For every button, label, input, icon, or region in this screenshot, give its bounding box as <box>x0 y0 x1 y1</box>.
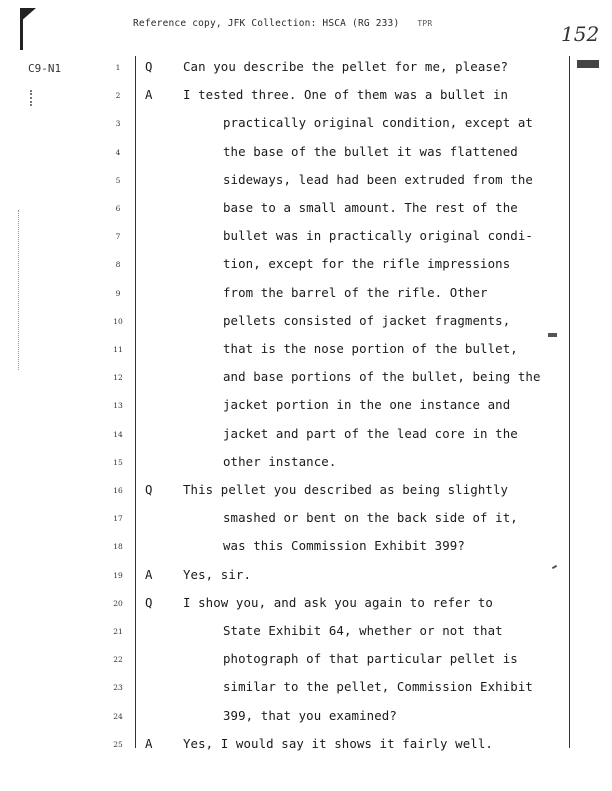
transcript-line <box>0 454 612 474</box>
speaker-label: A <box>145 566 153 582</box>
page-number: 152 <box>561 22 600 46</box>
line-number: 15 <box>113 457 123 467</box>
line-number: 22 <box>113 655 123 665</box>
line-number: 3 <box>115 119 121 129</box>
transcript-line <box>0 115 612 135</box>
line-text: pellets consisted of jacket fragments, <box>223 312 511 328</box>
line-text: State Exhibit 64, whether or not that <box>223 623 503 638</box>
transcript-line <box>0 426 612 446</box>
line-text: Yes, I would say it shows it fairly well. <box>183 735 493 751</box>
transcript-line <box>0 567 612 587</box>
line-text: similar to the pellet, Commission Exhibit <box>223 679 533 695</box>
line-text: Can you describe the pellet for me, please? <box>183 59 509 74</box>
line-text: This pellet you described as being slightly <box>183 482 509 497</box>
line-text: practically original condition, except at <box>223 115 533 131</box>
transcript-line <box>0 482 612 502</box>
line-number: 19 <box>113 570 123 580</box>
corner-flag-mark <box>20 8 36 22</box>
line-number: 17 <box>113 514 123 524</box>
stamp-mark: TPR <box>417 19 433 28</box>
line-number: 9 <box>115 288 121 298</box>
line-number: 11 <box>113 345 123 354</box>
line-text: other instance. <box>223 453 337 469</box>
transcript-line <box>0 228 612 248</box>
line-text: sideways, lead had been extruded from the <box>223 171 533 187</box>
transcript-line <box>0 285 612 305</box>
line-text: the base of the bullet it was flattened <box>223 143 518 159</box>
line-text: 399, that you examined? <box>223 707 397 723</box>
line-text: jacket portion in the one instance and <box>223 397 511 413</box>
margin-code: C9-N1 <box>28 62 62 75</box>
transcript-line <box>0 172 612 192</box>
line-number: 16 <box>113 486 123 495</box>
line-number: 24 <box>113 711 123 721</box>
line-number: 25 <box>113 739 123 749</box>
transcript-line <box>0 341 612 361</box>
line-number: 10 <box>113 316 123 326</box>
transcript-line <box>0 623 612 643</box>
line-text: from the barrel of the rifle. Other <box>223 284 488 300</box>
line-text: and base portions of the bullet, being the <box>223 369 541 385</box>
transcript-line <box>0 59 612 79</box>
line-number: 12 <box>113 373 123 383</box>
line-text: jacket and part of the lead core in the <box>223 425 518 441</box>
line-number: 2 <box>115 91 121 101</box>
transcript-line <box>0 369 612 389</box>
transcript-line <box>0 510 612 530</box>
line-number: 14 <box>113 429 123 439</box>
line-text: was this Commission Exhibit 399? <box>223 538 465 554</box>
transcript-line <box>0 736 612 756</box>
speaker-label: A <box>145 735 153 751</box>
transcript-line <box>0 200 612 220</box>
line-number: 1 <box>115 63 121 72</box>
transcript-line <box>0 313 612 333</box>
transcript-line <box>0 708 612 728</box>
line-text: base to a small amount. The rest of the <box>223 200 518 215</box>
line-number: 8 <box>115 260 121 270</box>
line-number: 20 <box>113 598 123 608</box>
collection-header <box>133 18 432 29</box>
speaker-label: Q <box>145 594 153 610</box>
line-number: 21 <box>113 627 123 636</box>
collection-label: Reference copy, JFK Collection: HSCA (RG 233) <box>133 18 400 29</box>
transcript-line <box>0 87 612 107</box>
line-text: I tested three. One of them was a bullet in <box>183 87 509 103</box>
speaker-label: Q <box>145 482 153 497</box>
line-number: 5 <box>115 175 121 185</box>
line-text: Yes, sir. <box>183 566 252 582</box>
line-number: 6 <box>115 204 121 213</box>
line-number: 13 <box>113 401 123 411</box>
line-text: I show you, and ask you again to refer to <box>183 594 493 610</box>
transcript-line <box>0 144 612 164</box>
speaker-label: Q <box>145 59 153 74</box>
line-text: photograph of that particular pellet is <box>223 651 518 667</box>
transcript-line <box>0 256 612 276</box>
line-number: 23 <box>113 683 123 693</box>
transcript-line <box>0 679 612 699</box>
transcript-line <box>0 595 612 615</box>
speaker-label: A <box>145 87 153 103</box>
line-number: 7 <box>115 232 121 242</box>
line-text: smashed or bent on the back side of it, <box>223 510 518 526</box>
line-text: tion, except for the rifle impressions <box>223 256 511 272</box>
transcript-line <box>0 651 612 671</box>
scan-speck <box>548 333 557 337</box>
transcript-line <box>0 538 612 558</box>
line-number: 4 <box>115 147 121 157</box>
line-number: 18 <box>113 542 123 552</box>
transcript-line <box>0 397 612 417</box>
line-text: that is the nose portion of the bullet, <box>223 341 518 356</box>
line-text: bullet was in practically original condi- <box>223 228 533 244</box>
